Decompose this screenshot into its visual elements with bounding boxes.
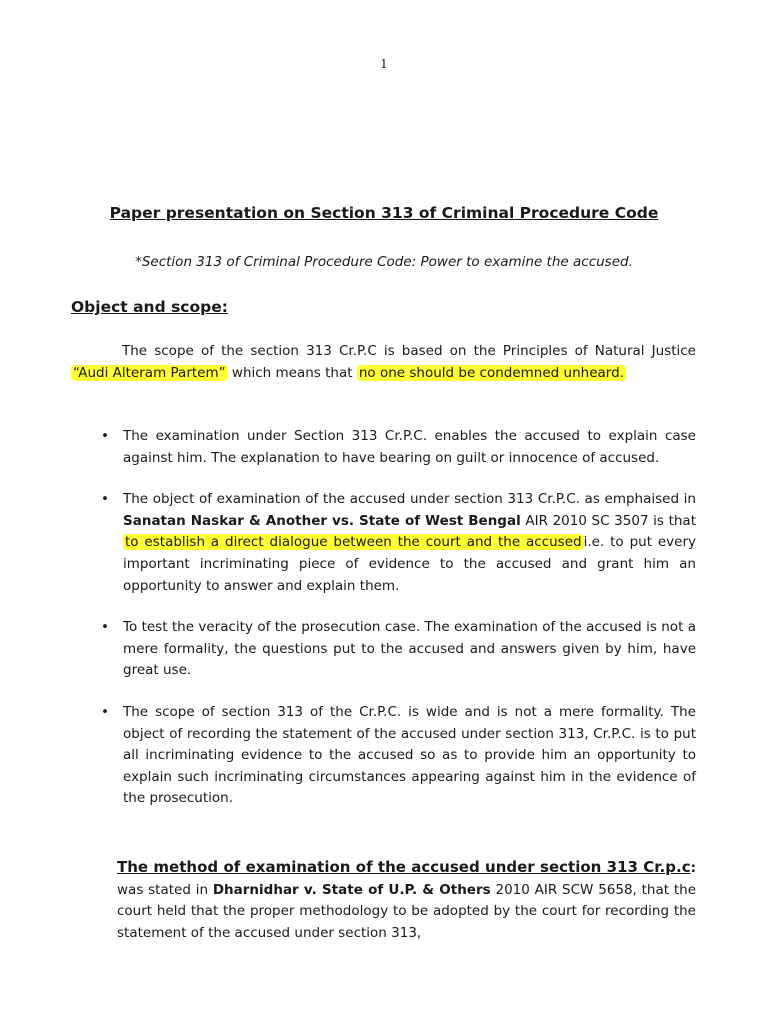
case-name-dharnidhar: Dharnidhar v. State of U.P. & Others bbox=[212, 881, 491, 898]
highlight-direct-dialogue: to establish a direct dialogue between the court and the accused bbox=[125, 534, 582, 551]
bullet-marker: • bbox=[101, 703, 109, 720]
bullet-text: The scope of section 313 of the Cr.P.C. is wide and is not a mere formality. The object of recording the statement of the accused under section 313, Cr.P.C. is to put all incriminating evidence to the accused so as to provide him an opportunity to explain such incriminating circumstances appearing against him in the evidence of the prosecution. bbox=[123, 703, 696, 807]
method-colon: : bbox=[690, 860, 696, 876]
document-subtitle: *Section 313 of Criminal Procedure Code: Power to examine the accused. bbox=[135, 254, 633, 270]
bullet-text: To test the veracity of the prosecution case. The examination of the accused is not a mere formality, the questions put to the accused and answers given by him, have great use. bbox=[123, 619, 696, 679]
bullet-list bbox=[71, 426, 696, 830]
bullet-marker: • bbox=[101, 491, 109, 508]
intro-paragraph bbox=[71, 340, 696, 384]
bullet-marker: • bbox=[101, 428, 109, 444]
intro-text-middle: which means that bbox=[227, 365, 357, 381]
bullet-item-scope bbox=[71, 702, 696, 810]
bullet-item-object bbox=[71, 489, 696, 597]
bullet-marker: • bbox=[101, 619, 109, 636]
section-heading-object-scope: Object and scope: bbox=[71, 298, 228, 316]
case-citation: AIR 2010 SC 3507 is that bbox=[520, 512, 696, 529]
bullet-text: The examination under Section 313 Cr.P.C. enables the accused to explain case against him. The explanation to have bearing on guilt or innocence of accused. bbox=[123, 428, 696, 466]
case-name-sanatan-naskar: Sanatan Naskar & Another vs. State of West Bengal bbox=[123, 512, 521, 529]
document-title: Paper presentation on Section 313 of Criminal Procedure Code bbox=[109, 204, 659, 222]
bullet-text-before: The object of examination of the accused under section 313 Cr.P.C. as emphaised in bbox=[123, 491, 696, 508]
intro-text-before: The scope of the section 313 Cr.P.C is based on the Principles of Natural Justice bbox=[122, 343, 696, 359]
method-paragraph bbox=[117, 857, 696, 944]
highlight-audi-alteram-partem: “Audi Alteram Partem” bbox=[73, 365, 226, 381]
page-number: 1 bbox=[380, 57, 388, 71]
bullet-item-explanation bbox=[71, 426, 696, 469]
method-text-2: 2010 AIR SCW 5658, that the court held that the proper methodology to be adopted by the court for recording the statement of the accused under section 313, bbox=[117, 881, 697, 941]
bullet-item-veracity bbox=[71, 617, 696, 682]
highlight-condemned-unheard: no one should be condemned unheard. bbox=[358, 365, 624, 381]
bullet-text-after: i.e. to put every important incriminating piece of evidence to the accused and grant him an opportunity to answer and explain them. bbox=[123, 534, 697, 594]
method-heading: The method of examination of the accused under section 313 Cr.p.c bbox=[117, 858, 691, 876]
method-text-1: was stated in bbox=[117, 881, 213, 898]
